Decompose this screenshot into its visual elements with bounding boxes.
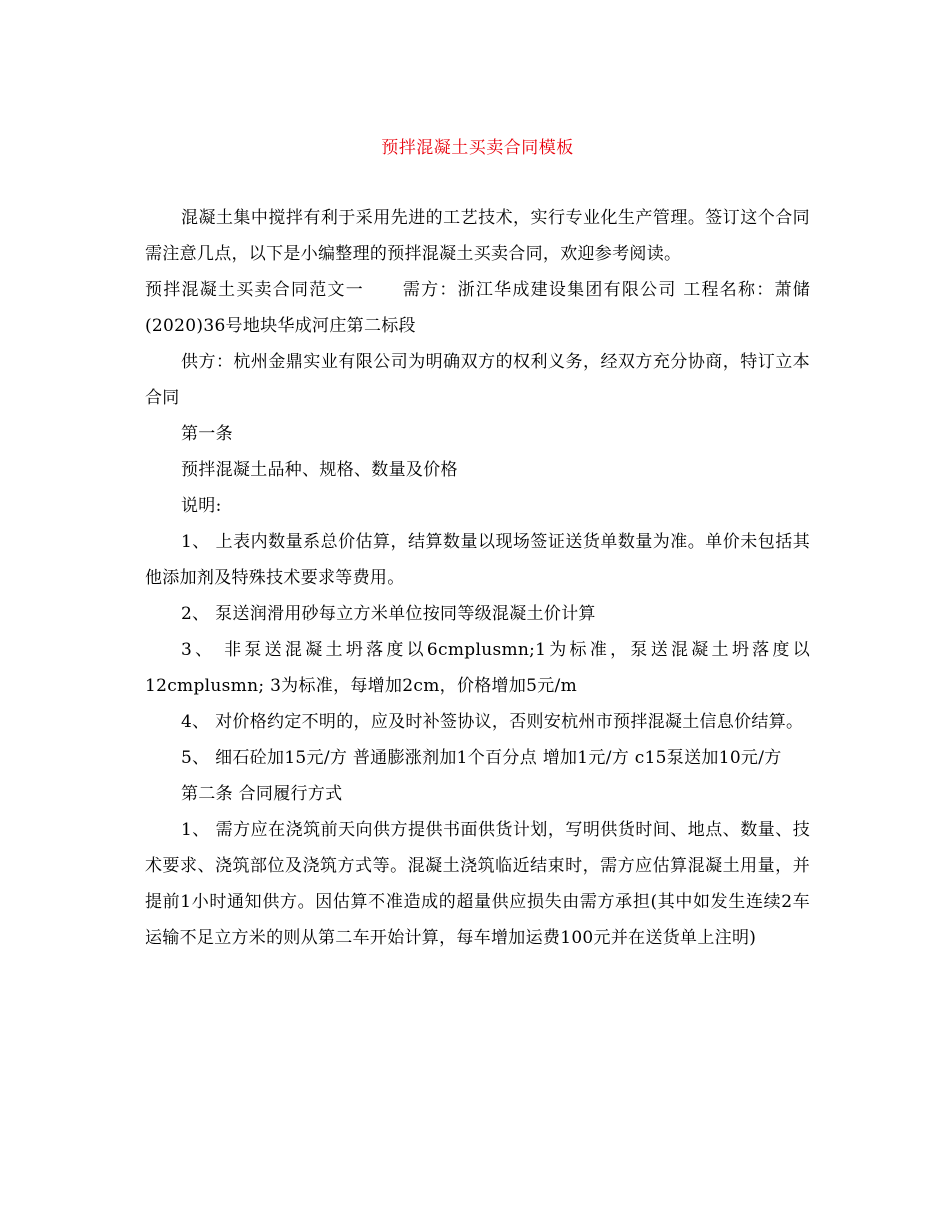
article1-subject: 预拌混凝土品种、规格、数量及价格 xyxy=(181,460,458,480)
sample-heading: 预拌混凝土买卖合同范文一 xyxy=(145,280,364,300)
article2-item: 1、 需方应在浇筑前天向供方提供书面供货计划，写明供货时间、地点、数量、技术要求、浇筑部位及浇筑方式等。混凝土浇筑临近结束时，需方应估算混凝土用量，并提前1小时通知供方。因估算不准造成的超量供应损失由需方承担(其中如发生连续2车运输不足立方米的则从第二车开始计算，每车增加运费100元并在送货单上注明) xyxy=(145,820,810,948)
note-item: 1、 上表内数量系总价估算，结算数量以现场签证送货单数量为准。单价未包括其他添加剂及特殊技术要求等费用。 xyxy=(145,532,810,588)
notes-label: 说明: xyxy=(181,496,222,516)
document-title: 预拌混凝土买卖合同模板 xyxy=(381,138,574,158)
intro-paragraph: 混凝土集中搅拌有利于采用先进的工艺技术，实行专业化生产管理。签订这个合同需注意几点，以下是小编整理的预拌混凝土买卖合同，欢迎参考阅读。 xyxy=(145,208,810,264)
note-item: 2、 泵送润滑用砂每立方米单位按同等级混凝土价计算 xyxy=(181,604,596,624)
article1-title: 第一条 xyxy=(181,424,233,444)
note-item: 5、 细石砼加15元/方 普通膨涨剂加1个百分点 增加1元/方 c15泵送加10元/方 xyxy=(181,748,782,768)
document-body xyxy=(145,200,810,956)
buyer-line: 需方：浙江华成建设集团有限公司 工程名称：萧储(2020)36号地块华成河庄第二标段 xyxy=(145,280,810,336)
note-item: 4、 对价格约定不明的，应及时补签协议，否则安杭州市预拌混凝土信息价结算。 xyxy=(181,712,804,732)
sample-heading-paragraph xyxy=(145,272,810,344)
article2-title: 第二条 合同履行方式 xyxy=(181,784,343,804)
supplier-paragraph: 供方：杭州金鼎实业有限公司为明确双方的权利义务，经双方充分协商，特订立本合同 xyxy=(145,352,810,408)
note-item: 3、 非泵送混凝土坍落度以6cmplusmn;1为标准，泵送混凝土坍落度以12cmplusmn; 3为标准，每增加2cm，价格增加5元/m xyxy=(145,640,810,696)
